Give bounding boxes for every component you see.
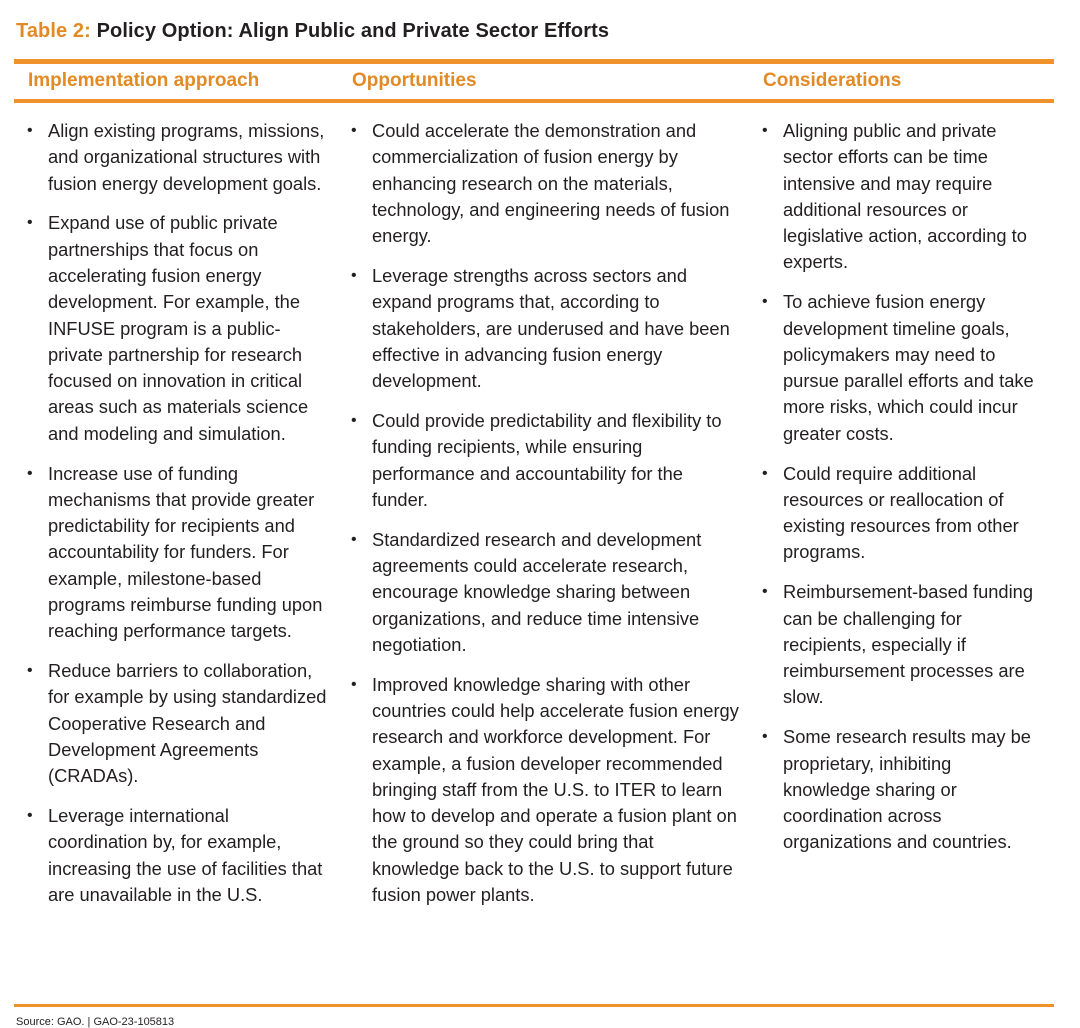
bullet-icon: • <box>27 807 33 825</box>
list-item <box>349 408 739 513</box>
bullet-icon: • <box>351 266 357 284</box>
list-item <box>349 527 739 658</box>
table-title <box>16 20 609 43</box>
bullet-icon: • <box>351 530 357 548</box>
bullet-icon: • <box>351 411 357 429</box>
header-opportunities: Opportunities <box>352 70 477 91</box>
list-item <box>760 461 1042 566</box>
bullet-icon: • <box>762 464 768 482</box>
table-caption: Policy Option: Align Public and Private Sector Efforts <box>96 20 610 42</box>
bullet-icon: • <box>27 464 33 482</box>
list-item <box>760 724 1042 855</box>
list-item-text: Increase use of funding mechanisms that provide greater predictability for recipients and accountability for funders. For example, milestone-based programs reimburse funding upon reaching performance targets. <box>48 462 323 642</box>
bullet-icon: • <box>351 675 357 693</box>
bullet-icon: • <box>762 583 768 601</box>
bottom-rule <box>14 1004 1054 1007</box>
list-item-text: Could accelerate the demonstration and commercialization of fusion energy by enhancing research on the materials, technology, and engineering needs of fusion energy. <box>372 120 730 247</box>
bullet-icon: • <box>762 728 768 746</box>
list-item <box>760 579 1042 710</box>
column-implementation-approach <box>25 118 330 922</box>
list-item-text: To achieve fusion energy development timeline goals, policymakers may need to pursue parallel efforts and take more risks, which could incur greater costs. <box>783 291 1034 444</box>
list-item-text: Leverage strengths across sectors and expand programs that, according to stakeholders, are underused and have been effective in advancing fusion energy development. <box>372 264 730 392</box>
bullet-icon: • <box>762 293 768 311</box>
bullet-icon: • <box>27 122 33 139</box>
list-item-text: Reimbursement-based funding can be challenging for recipients, especially if reimbursement processes are slow. <box>783 581 1033 708</box>
list-item-text: Reduce barriers to collaboration, for example by using standardized Cooperative Research and Development Agreements (CRADAs). <box>48 660 327 787</box>
list-item <box>25 210 330 447</box>
implementation-list <box>25 118 330 908</box>
list-item <box>760 289 1042 447</box>
bullet-icon: • <box>27 214 33 232</box>
list-item <box>25 803 330 908</box>
list-item-text: Improved knowledge sharing with other countries could help accelerate fusion energy research and workforce development. For example, a fusion developer recommended bringing staff from the U.S. to ITER to learn how to develop and operate a fusion plant on the ground so they could bring that knowledge back to the U.S. to support future fusion power plants. <box>372 673 739 906</box>
header-rule <box>14 99 1054 103</box>
list-item <box>25 461 330 645</box>
column-opportunities <box>349 118 739 922</box>
bullet-icon: • <box>351 122 357 139</box>
list-item <box>349 672 739 909</box>
bullet-icon: • <box>762 122 768 139</box>
list-item <box>760 118 1042 276</box>
list-item <box>25 658 330 789</box>
list-item-text: Could require additional resources or reallocation of existing resources from other programs. <box>783 462 1019 563</box>
list-item-text: Expand use of public private partnerships that focus on accelerating fusion energy development. For example, the INFUSE program is a public-private partnership for research focused on innovation in critical areas such as materials science and modeling and simulation. <box>48 212 309 444</box>
list-item <box>349 118 739 249</box>
list-item <box>349 263 739 394</box>
list-item-text: Align existing programs, missions, and organizational structures with fusion energy development goals. <box>48 120 325 194</box>
table-number: Table 2: <box>16 20 91 42</box>
header-implementation-approach: Implementation approach <box>28 70 260 91</box>
list-item <box>25 118 330 197</box>
source-note: Source: GAO. | GAO-23-105813 <box>16 1016 175 1028</box>
list-item-text: Standardized research and development agreements could accelerate research, encourage knowledge sharing between organizations, and reduce time intensive negotiation. <box>372 528 702 655</box>
list-item-text: Aligning public and private sector efforts can be time intensive and may require additional resources or legislative action, according to experts. <box>783 120 1027 273</box>
list-item-text: Leverage international coordination by, for example, increasing the use of facilities that are unavailable in the U.S. <box>48 805 323 906</box>
list-item-text: Could provide predictability and flexibility to funding recipients, while ensuring performance and accountability for the funder. <box>372 409 722 510</box>
top-rule <box>14 59 1054 64</box>
list-item-text: Some research results may be proprietary, inhibiting knowledge sharing or coordination across organizations and countries. <box>783 726 1031 853</box>
header-considerations: Considerations <box>763 70 902 91</box>
bullet-icon: • <box>27 662 33 680</box>
considerations-list <box>760 118 1042 856</box>
opportunities-list <box>349 118 739 908</box>
column-considerations <box>760 118 1042 869</box>
